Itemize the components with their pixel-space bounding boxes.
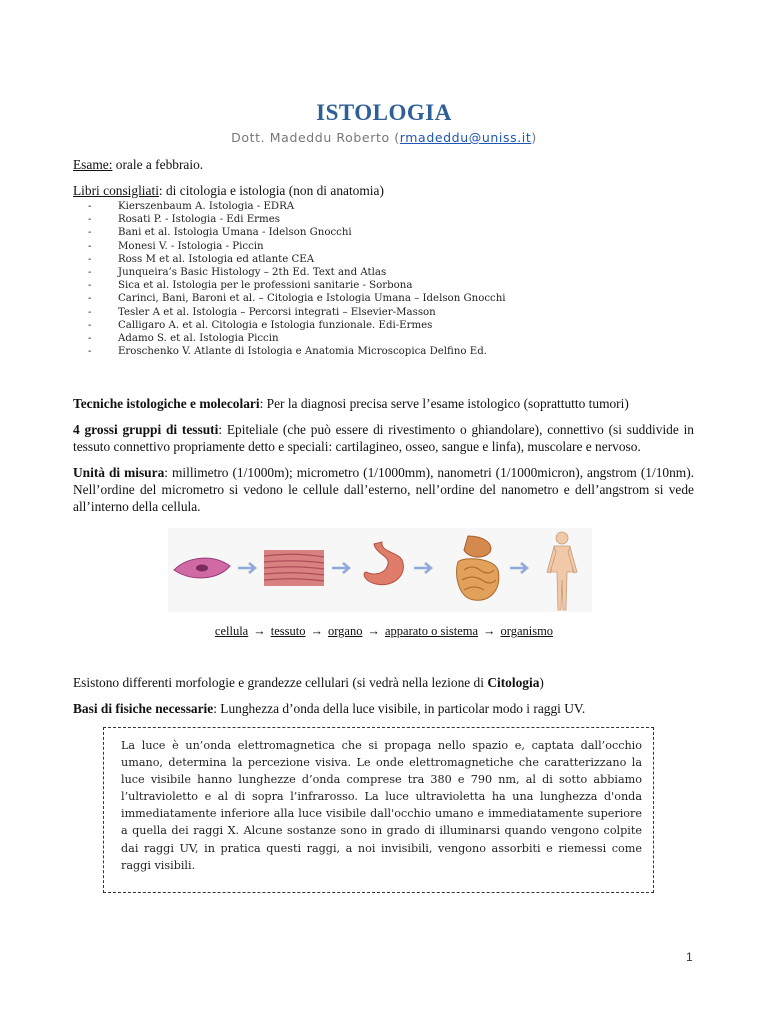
exam-text: orale a febbraio. [112,157,204,172]
list-item: - Junqueira’s Basic Histology – 2th Ed. Text and Atlas [88,267,387,279]
list-item: - Carinci, Bani, Baroni et al. – Citologia e Istologia Umana – Idelson Gnocchi [88,293,506,305]
arrow-icon [332,563,349,573]
physics-text: : Lunghezza d’onda della luce visibile, in particolar modo i raggi UV. [213,701,586,716]
digestive-system-illustration [457,536,499,600]
morphology-end: ) [539,675,544,690]
list-item: - Eroschenko V. Atlante di Istologia e Anatomia Microscopica Delfino Ed. [88,346,487,358]
list-item: - Rosati P. - Istologia - Edi Ermes [88,214,280,226]
light-info-box: La luce è un’onda elettromagnetica che si propaga nello spazio e, captata dall’occhio umano, determina la percezione visiva. Le onde elettromagnetiche che caratterizzano la luce visibile hanno lunghezze d’onda comprese tra 380 e 790 nm, al di sotto abbiamo l’ultravioletto e al di sopra l’infrarosso. La luce ultravioletta ha una lunghezza d'onda immediatamente inferiore alla luce visibile dall'occhio umano e immediatamente superiore a quella dei raggi X. Alcune sostanze sono in grado di illuminarsi quando vengono colpite dai raggi UV, in pratica questi raggi, a noi invisibili, vengono assorbiti e riemessi come raggi visibili. [103,727,654,893]
list-item: - Bani et al. Istologia Umana - Idelson Gnocchi [88,227,352,239]
author-name: Dott. Madeddu Roberto ( [231,130,400,145]
techniques-text: : Per la diagnosi precisa serve l’esame istologico (soprattutto tumori) [259,396,629,411]
techniques-label: Tecniche istologiche e molecolari [73,396,260,411]
techniques-line [73,396,629,412]
author-line [0,130,768,145]
arrow-icon [510,563,527,573]
list-item: - Monesi V. - Istologia - Piccin [88,240,264,252]
chain-item-system: apparato o sistema [384,624,479,638]
arrow-icon: → [483,624,496,638]
list-item: - Calligaro A. et al. Citologia e Istologia funzionale. Edi-Ermes [88,319,433,331]
tissues-text: : Epiteliale (che può essere di rivestimento o ghiandolare), connettivo (si suddivide in tessuto connettivo propriamente detto e speciali: cartilagineo, osseo, sangue e linfa), muscolare e nervoso. [73,422,694,454]
tissues-label: 4 grossi gruppi di tessuti [73,422,219,437]
chain-item-organ: organo [327,624,363,638]
morphology-text: Esistono differenti morfologie e grandezze cellulari (si vedrà nella lezione di [73,675,488,690]
list-item: - Ross M et al. Istologia ed atlante CEA [88,253,315,265]
stomach-illustration [364,542,403,585]
cell-illustration [174,558,230,578]
chain-item-organism: organismo [500,624,554,638]
morphology-bold: Citologia [487,675,540,690]
book-list [88,200,506,358]
books-label: Libri consigliati [73,183,159,198]
arrow-icon: → [253,624,266,638]
exam-line [73,157,203,173]
chain-item-tissue: tessuto [270,624,306,638]
page-number: 1 [686,950,693,964]
physics-line [73,701,585,717]
human-body-illustration [547,532,577,610]
arrow-icon [414,563,431,573]
units-paragraph [73,464,694,515]
author-suffix: ) [531,130,537,145]
email-link[interactable]: rmadeddu@uniss.it [399,130,532,145]
chain-item-cell: cellula [214,624,249,638]
physics-label: Basi di fisiche necessarie [73,701,214,716]
arrow-icon [238,563,255,573]
list-item: - Sica et al. Istologia per le professioni sanitarie - Sorbona [88,280,413,292]
organization-levels-figure [168,528,592,612]
tissues-paragraph [73,421,694,455]
exam-label: Esame: [73,157,113,172]
list-item: - Adamo S. et al. Istologia Piccin [88,333,279,345]
tissue-illustration [264,550,324,586]
organization-chain [0,624,768,639]
arrow-icon: → [310,624,323,638]
units-text: : millimetro (1/1000m); micrometro (1/1000mm), nanometri (1/1000micron), angstrom (1/10nm). Nell’ordine del micrometro si vedono le cellule dall’esterno, nell’ordine del nanometro e dell’angstrom si vede all’interno della cellula. [73,465,695,514]
units-label: Unità di misura [73,465,165,480]
page-title: ISTOLOGIA [316,100,452,125]
books-heading [73,183,384,199]
arrow-icon: → [367,624,380,638]
books-text: : di citologia e istologia (non di anatomia) [158,183,384,198]
list-item: - Kierszenbaum A. Istologia - EDRA [88,201,295,212]
list-item: - Tesler A et al. Istologia – Percorsi integrati – Elsevier-Masson [88,306,436,318]
morphology-line [73,675,544,691]
